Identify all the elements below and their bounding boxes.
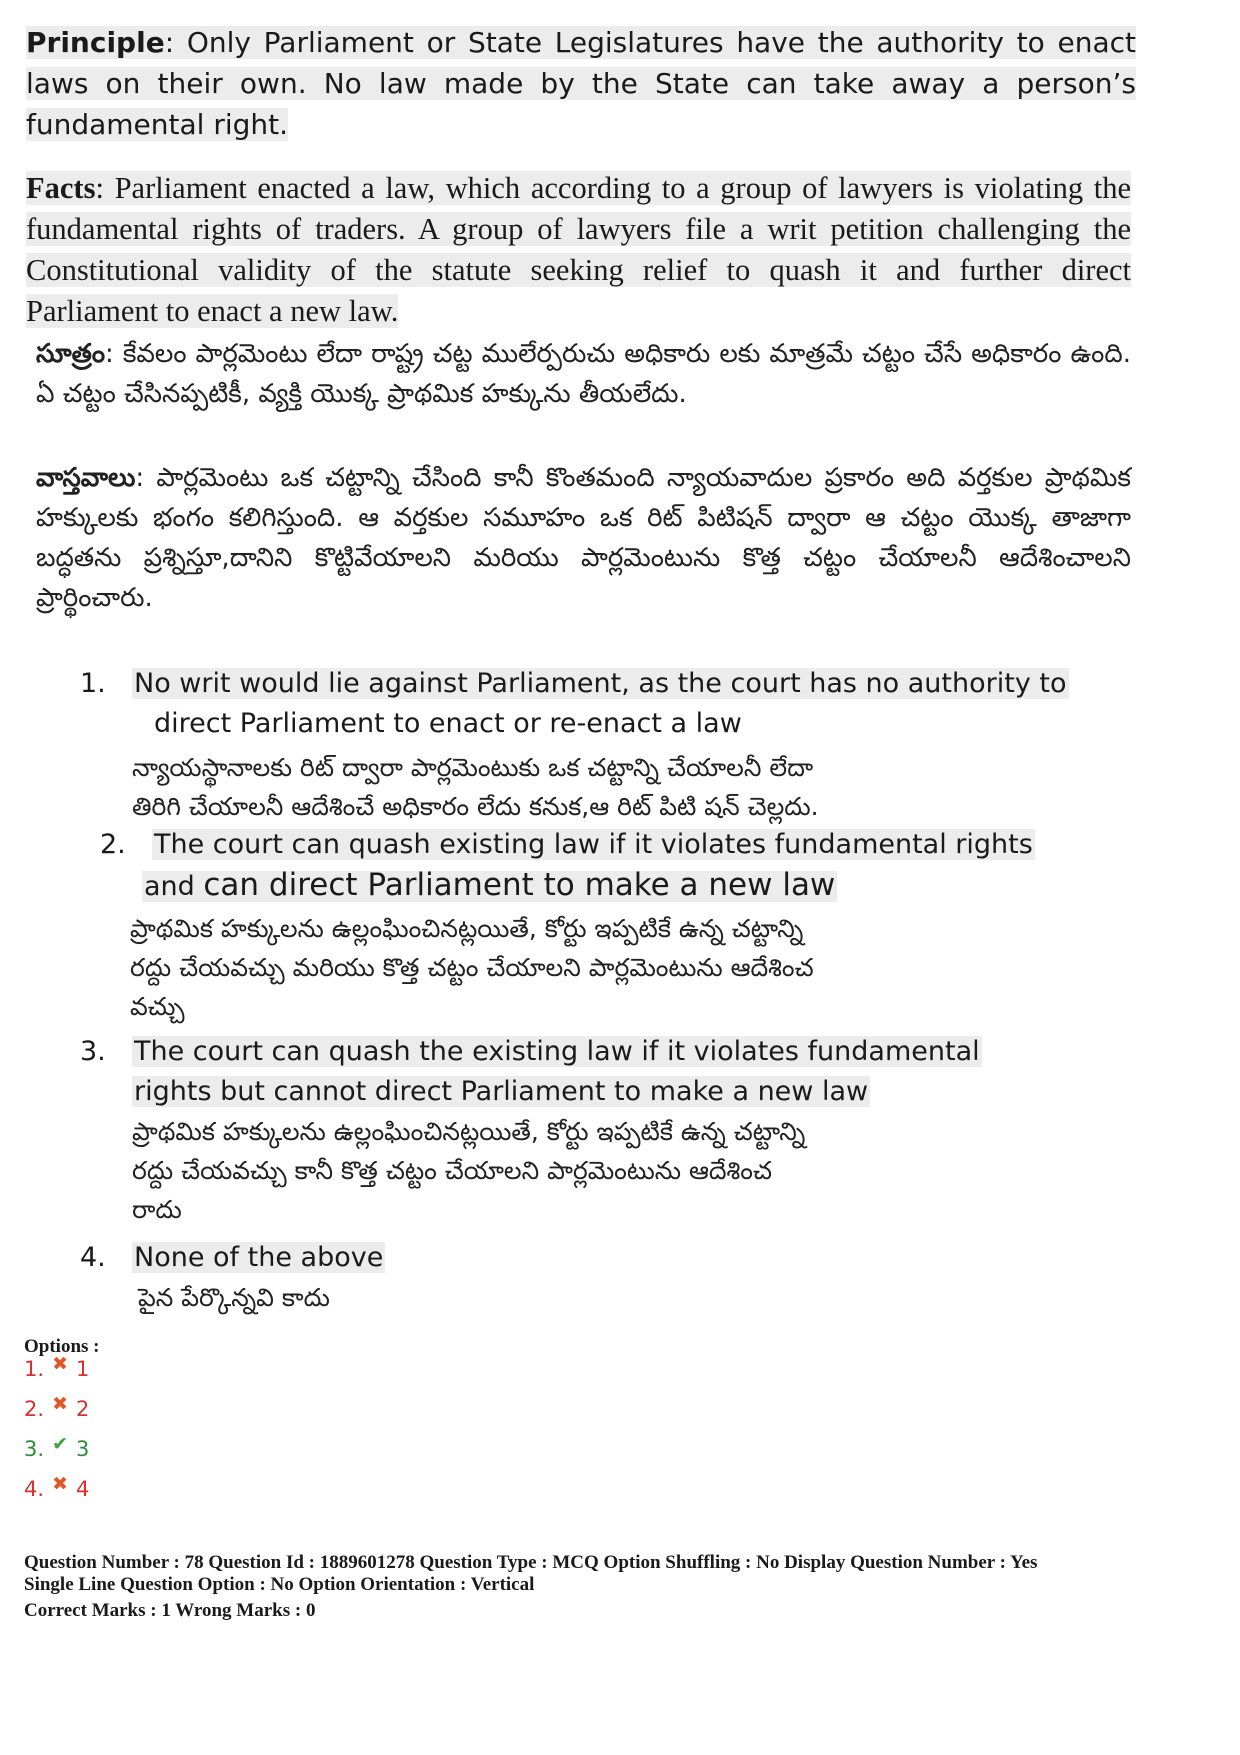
telugu-facts-text: : పార్లమెంటు ఒక చట్టాన్ని చేసింది కానీ కొంతమంది న్యాయవాదుల ప్రకారం అది వర్తకుల ప్రాథమిక హక్కులకు భంగం కలిగిస్తుంది. ఆ వర్తకుల సమూహం ఒక రిట్ పిటిషన్ ద్వారా ఆ చట్టం యొక్క తాజాగా బద్ధతను ప్రశ్నిస్తూ,దానిని కొట్టివేయాలని మరియు పార్లమెంటును కొత్త చట్టం చేయాలనీ ఆదేశించాలని ప్రార్థించారు. (36, 463, 1131, 613)
answer-option-number: 3. (80, 1036, 106, 1067)
choice-number: 3. (24, 1437, 45, 1461)
answer-option-telugu-line: రాదు (132, 1195, 182, 1224)
choice-value: 3 (76, 1437, 90, 1461)
principle-highlight (26, 26, 1136, 141)
answer-option-telugu-line: తిరిగి చేయాలనీ ఆదేశించే అధికారం లేదు కనుక,ఆ రిట్ పిటి షన్ చెల్లదు. (132, 792, 819, 821)
answer-option-english-line: The court can quash the existing law if it violates fundamental (134, 1036, 980, 1067)
choice-4[interactable] (24, 1474, 89, 1504)
choice-value: 4 (76, 1477, 90, 1501)
cross-icon: ✖ (52, 1473, 68, 1495)
choice-1[interactable] (24, 1354, 89, 1384)
answer-option-number: 4. (80, 1242, 106, 1273)
cross-icon: ✖ (52, 1353, 68, 1375)
telugu-principle-paragraph (36, 334, 1131, 414)
marks-meta-line: Correct Marks : 1 Wrong Marks : 0 (24, 1600, 316, 1621)
options-heading: Options : (24, 1336, 100, 1357)
answer-option-english (144, 825, 1152, 907)
answer-option-telugu-line: ప్రాథమిక హక్కులను ఉల్లంఘించినట్లయితే, కోర్టు ఇప్పటికే ఉన్న చట్టాన్ని (130, 914, 804, 943)
check-icon: ✔ (52, 1433, 68, 1455)
answer-option-number: 2. (100, 829, 126, 860)
choice-number: 4. (24, 1477, 45, 1501)
principle-paragraph (26, 22, 1136, 145)
answer-option-telugu-line: పైన పేర్కొన్నవి కాదు (138, 1283, 330, 1312)
choice-number: 1. (24, 1357, 45, 1381)
facts-paragraph (26, 168, 1131, 332)
choice-3[interactable] (24, 1434, 89, 1464)
answer-option-english (132, 1032, 1132, 1112)
answer-option-english-line: direct Parliament to enact or re-enact a law (154, 708, 742, 739)
answer-option-number: 1. (80, 668, 106, 699)
answer-option-english-line: None of the above (134, 1242, 384, 1273)
choice-number: 2. (24, 1397, 45, 1421)
telugu-facts-paragraph (36, 458, 1131, 618)
answer-option-telugu-line: రద్దు చేయవచ్చు కానీ కొత్త చట్టం చేయాలని పార్లమెంటును ఆదేశించ (132, 1156, 772, 1185)
question-meta-line: Single Line Question Option : No Option Orientation : Vertical (24, 1574, 535, 1595)
answer-option-telugu (132, 1112, 1132, 1229)
question-meta-line: Question Number : 78 Question Id : 1889601278 Question Type : MCQ Option Shuffling : No Display Question Number : Yes (24, 1552, 1038, 1573)
answer-option-english-line-start (142, 867, 837, 903)
principle-label: Principle (26, 26, 165, 59)
facts-text: : Parliament enacted a law, which according to a group of lawyers is violating the fundamental rights of traders. A group of lawyers file a writ petition challenging the Constitutional validity of the statute seeking relief to quash it and further direct Parliament to enact a new law. (26, 171, 1131, 328)
answer-option-telugu-line: ప్రాథమిక హక్కులను ఉల్లంఘించినట్లయితే, కోర్టు ఇప్పటికే ఉన్న చట్టాన్ని (132, 1117, 806, 1146)
answer-option-english-phrase: can direct Parliament to make a new law (203, 867, 836, 903)
answer-option-english-line: The court can quash existing law if it violates fundamental rights (154, 829, 1033, 860)
facts-highlight (26, 171, 1131, 328)
answer-option-telugu (138, 1278, 330, 1317)
answer-option-english (132, 664, 1132, 744)
cross-icon: ✖ (52, 1393, 68, 1415)
answer-option-telugu (132, 748, 1132, 826)
answer-option-telugu-line: వచ్చు (130, 992, 185, 1021)
telugu-principle-text: : కేవలం పార్లమెంటు లేదా రాష్ట్ర చట్ట ములేర్పరుచు అధికారు లకు మాత్రమే చట్టం చేసే అధికారం ఉంది. ఏ చట్టం చేసినప్పటికీ, వ్యక్తి యొక్క ప్రాథమిక హక్కును తీయలేదు. (36, 339, 1131, 409)
telugu-principle-label: సూత్రం (36, 339, 106, 369)
answer-option-english-line: rights but cannot direct Parliament to make a new law (134, 1076, 869, 1107)
telugu-facts-label: వాస్తవాలు (36, 463, 136, 493)
answer-option-telugu-line: రద్దు చేయవచ్చు మరియు కొత్త చట్టం చేయాలని పార్లమెంటును ఆదేశించ (130, 953, 814, 982)
answer-option-telugu-line: న్యాయస్థానాలకు రిట్ ద్వారా పార్లమెంటుకు ఒక చట్టాన్ని చేయాలనీ లేదా (132, 753, 814, 782)
choice-2[interactable] (24, 1394, 89, 1424)
answer-option-english-word: and (144, 871, 204, 902)
answer-option-english-line: No writ would lie against Parliament, as the court has no authority to (134, 668, 1067, 699)
facts-label: Facts (26, 171, 96, 205)
principle-text: : Only Parliament or State Legislatures have the authority to enact laws on their own. No law made by the State can take away a person’s fundamental right. (26, 26, 1136, 141)
choice-value: 1 (76, 1357, 90, 1381)
answer-option-telugu (130, 909, 1130, 1026)
choice-value: 2 (76, 1397, 90, 1421)
answer-option-english (132, 1238, 385, 1278)
